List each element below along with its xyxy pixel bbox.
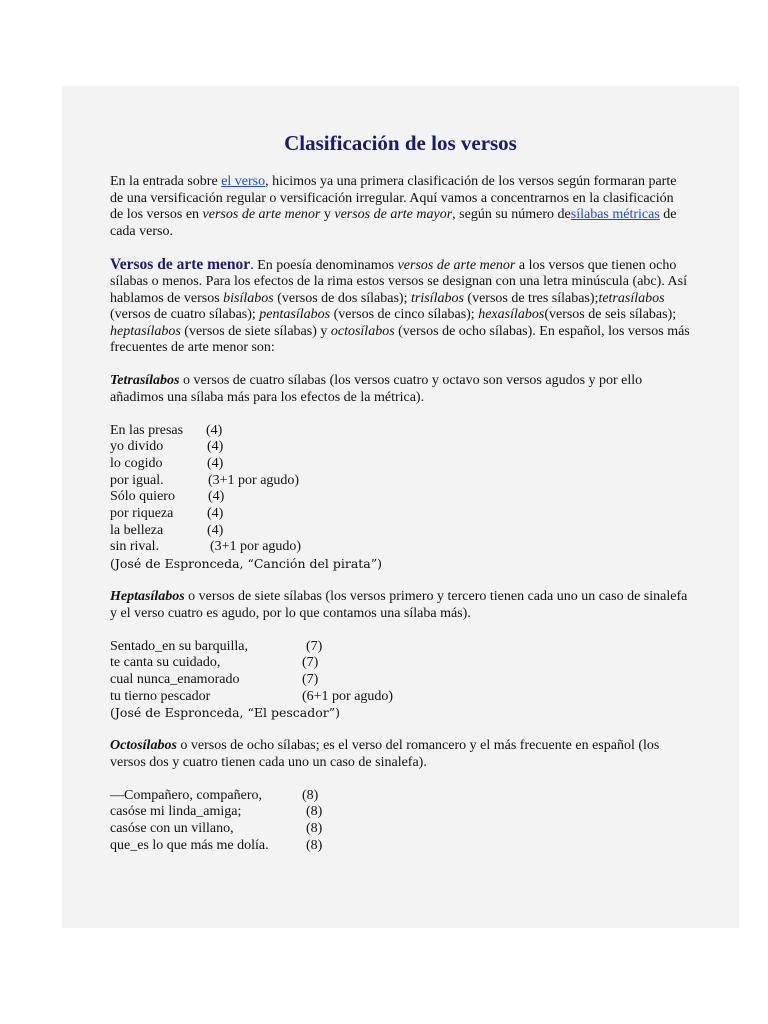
verse-line	[110, 655, 690, 672]
syllable-count: (4)	[206, 422, 223, 438]
italic-term: versos de arte menor	[202, 207, 321, 222]
syllable-count: (4)	[207, 522, 224, 538]
verse-text: casóse con un villano,	[110, 821, 234, 837]
spacer	[110, 722, 690, 739]
spacer	[110, 406, 690, 423]
text: (versos de cinco sílabas);	[330, 307, 479, 322]
heptasilabos-paragraph	[110, 589, 690, 622]
text: (versos de seis sílabas);	[544, 307, 677, 322]
verse-line	[110, 804, 690, 821]
verse-text: la belleza	[110, 522, 164, 538]
syllable-count: (4)	[208, 489, 225, 505]
text: o versos de ocho sílabas; es el verso del romancero y el más frecuente en español (los versos dos y cuatro tienen cada uno un caso de sinalefa).	[110, 738, 660, 770]
syllable-count: (7)	[306, 638, 323, 654]
verse-line	[110, 456, 690, 473]
italic-term: pentasílabos	[259, 307, 331, 322]
verse-line	[110, 838, 690, 855]
spacer	[110, 771, 690, 788]
syllable-count: (8)	[302, 787, 319, 803]
page-title: Clasificación de los versos	[284, 131, 517, 155]
text: (versos de dos sílabas);	[273, 290, 411, 306]
text: (versos de ocho sílabas). En español, los versos más frecuentes de arte menor son:	[110, 323, 690, 355]
syllable-count: (4)	[207, 505, 224, 521]
verse-text: sin rival.	[110, 539, 159, 555]
verse-text: por riqueza	[110, 505, 174, 521]
link-silabas-metricas[interactable]: sílabas métricas	[570, 207, 660, 222]
text: de cada verso.	[110, 207, 677, 239]
verse-text: por igual.	[110, 472, 164, 488]
italic-term: tetrasílabos	[598, 290, 665, 306]
tetrasilabos-verses	[110, 423, 690, 573]
verse-text: casóse mi linda_amiga;	[110, 804, 242, 820]
octosilabos-paragraph	[110, 738, 690, 771]
text: a los versos que tienen ocho sílabas o menos. Para los efectos de la rima estos versos se designan con una letra minúscula (abc). Así hablamos de versos	[110, 257, 687, 306]
intro-paragraph	[110, 174, 690, 240]
syllable-count: (3+1 por agudo)	[208, 472, 300, 488]
term-octosilabos: Octosílabos	[110, 738, 177, 754]
verse-line	[110, 489, 690, 506]
spacer	[110, 573, 690, 590]
octosilabos-verses	[110, 788, 690, 855]
term-tetrasilabos: Tetrasílabos	[110, 373, 180, 388]
text: (versos de tres sílabas);	[463, 290, 599, 306]
syllable-count: (7)	[302, 655, 319, 671]
syllable-count: (3+1 por agudo)	[210, 539, 302, 555]
verse-line	[110, 506, 690, 523]
syllable-count: (8)	[306, 804, 323, 820]
syllable-count: (6+1 por agudo)	[302, 688, 394, 704]
text: o versos de cuatro sílabas (los versos cuatro y octavo son versos agudos y por ello añadimos una sílaba más para los efectos de la métrica).	[110, 373, 643, 405]
italic-term: octosílabos	[330, 323, 395, 339]
syllable-count: (8)	[306, 837, 323, 853]
verse-text: En las presas	[110, 422, 184, 438]
syllable-count: (4)	[207, 455, 224, 471]
verse-text: yo divido	[110, 439, 164, 455]
arte-menor-paragraph	[110, 257, 690, 357]
text: . En poesía denominamos	[250, 257, 398, 273]
section-heading-arte-menor: Versos de arte menor	[110, 255, 251, 273]
article-body	[110, 174, 690, 855]
verse-line	[110, 821, 690, 838]
text: (versos de cuatro sílabas);	[110, 307, 260, 322]
verse-text: Sólo quiero	[110, 489, 175, 505]
verse-text: tu tierno pescador	[110, 688, 211, 704]
italic-term: hexasílabos	[478, 307, 545, 322]
link-el-verso[interactable]: el verso	[221, 174, 266, 189]
syllable-count: (7)	[302, 671, 319, 687]
document-page	[62, 86, 739, 928]
verse-text: que_es lo que más me dolía.	[110, 837, 269, 853]
tetrasilabos-paragraph	[110, 373, 690, 406]
text: , hicimos ya una primera clasificación de los versos según formaran parte de una versificación regular o versificación irregular. Aquí vamos a concentrarnos en la clasificación de los versos en	[110, 174, 677, 222]
spacer	[110, 240, 690, 257]
attribution: (José de Espronceda, “El pescador”)	[110, 705, 340, 721]
text: y	[320, 207, 335, 222]
verse-line	[110, 639, 690, 656]
verse-line	[110, 439, 690, 456]
verse-text: lo cogido	[110, 455, 163, 471]
verse-line	[110, 423, 690, 440]
verse-text: te canta su cuidado,	[110, 655, 221, 671]
italic-term: versos de arte mayor	[334, 207, 453, 222]
verse-text: —Compañero, compañero,	[110, 787, 263, 803]
verse-line	[110, 473, 690, 490]
verse-text: cual nunca_enamorado	[110, 671, 240, 687]
italic-term: trisílabos	[411, 290, 464, 306]
syllable-count: (4)	[207, 439, 224, 455]
heptasilabos-verses	[110, 639, 690, 722]
spacer	[110, 622, 690, 639]
text: o versos de siete sílabas (los versos primero y tercero tienen cada uno un caso de sinalefa y el verso cuatro es agudo, por lo que contamos una sílaba más).	[110, 589, 688, 621]
verse-line	[110, 672, 690, 689]
verse-line	[110, 539, 690, 556]
text: (versos de siete sílabas) y	[180, 323, 331, 339]
verse-line	[110, 788, 690, 805]
term-heptasilabos: Heptasílabos	[110, 589, 185, 604]
attribution: (José de Espronceda, “Canción del pirata”)	[110, 556, 383, 571]
verse-line	[110, 523, 690, 540]
italic-term: bisílabos	[223, 290, 274, 306]
italic-term: versos de arte menor	[397, 257, 516, 273]
syllable-count: (8)	[306, 821, 323, 837]
italic-term: heptasílabos	[110, 323, 181, 339]
spacer	[110, 357, 690, 374]
verse-line	[110, 689, 690, 706]
text: , según su número de	[452, 207, 571, 222]
verse-text: Sentado_en su barquilla,	[110, 638, 249, 654]
text: En la entrada sobre	[110, 174, 222, 189]
